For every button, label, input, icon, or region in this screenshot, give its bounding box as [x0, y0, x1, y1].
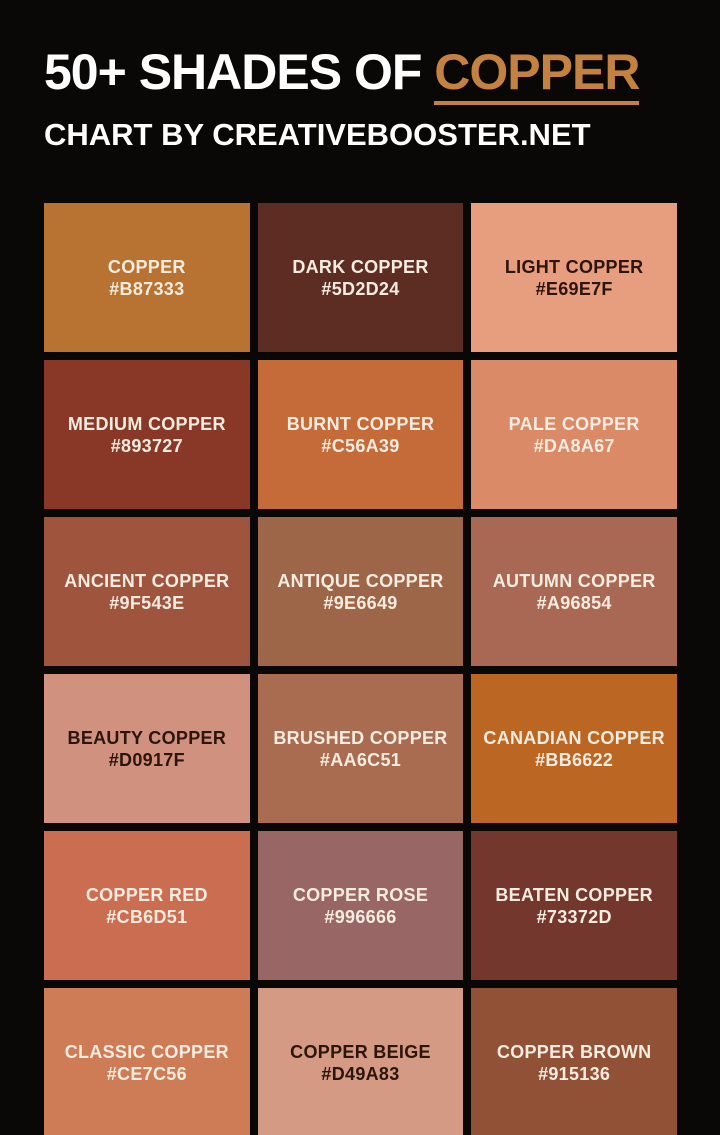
color-swatch	[471, 831, 677, 980]
color-hex: #73372D	[536, 906, 612, 927]
color-name: BRUSHED COPPER	[273, 727, 448, 748]
color-swatch	[471, 203, 677, 352]
color-swatch	[471, 674, 677, 823]
color-name: DARK COPPER	[292, 256, 429, 277]
color-hex: #B87333	[109, 278, 185, 299]
color-swatch	[44, 831, 250, 980]
color-name: BEAUTY COPPER	[67, 727, 227, 748]
color-name: LIGHT COPPER	[504, 256, 644, 277]
color-hex: #CB6D51	[106, 906, 188, 927]
color-hex: #D0917F	[108, 749, 185, 770]
color-name: BEATEN COPPER	[495, 884, 653, 905]
color-swatch	[258, 517, 464, 666]
color-hex: #DA8A67	[533, 435, 615, 456]
color-name: ANCIENT COPPER	[64, 570, 230, 591]
color-hex: #A96854	[536, 592, 612, 613]
title-highlight: COPPER	[434, 46, 639, 105]
color-name: AUTUMN COPPER	[492, 570, 656, 591]
color-name: COPPER BROWN	[496, 1041, 652, 1062]
color-swatch	[44, 517, 250, 666]
header	[44, 46, 690, 151]
color-name: CLASSIC COPPER	[64, 1041, 229, 1062]
color-swatch	[258, 988, 464, 1135]
color-hex: #D49A83	[321, 1063, 400, 1084]
color-name: BURNT COPPER	[286, 413, 435, 434]
color-hex: #893727	[110, 435, 183, 456]
color-swatch	[471, 360, 677, 509]
color-hex: #9F543E	[109, 592, 185, 613]
color-swatch	[44, 988, 250, 1135]
swatch-grid	[44, 203, 677, 1135]
color-name: PALE COPPER	[508, 413, 640, 434]
color-swatch	[471, 988, 677, 1135]
color-name: COPPER RED	[85, 884, 208, 905]
color-swatch	[471, 517, 677, 666]
color-swatch	[44, 674, 250, 823]
page-subtitle: CHART BY CREATIVEBOOSTER.NET	[44, 116, 591, 152]
color-swatch	[258, 360, 464, 509]
color-hex: #CE7C56	[106, 1063, 187, 1084]
color-swatch	[44, 203, 250, 352]
color-hex: #BB6622	[535, 749, 614, 770]
color-hex: #C56A39	[321, 435, 400, 456]
color-swatch	[258, 203, 464, 352]
color-swatch	[258, 674, 464, 823]
color-name: COPPER	[107, 256, 186, 277]
color-name: MEDIUM COPPER	[67, 413, 226, 434]
color-hex: #E69E7F	[535, 278, 613, 299]
color-name: ANTIQUE COPPER	[277, 570, 444, 591]
color-name: CANADIAN COPPER	[483, 727, 665, 748]
color-hex: #915136	[538, 1063, 611, 1084]
color-hex: #9E6649	[323, 592, 398, 613]
page-title	[44, 46, 690, 105]
color-hex: #996666	[324, 906, 397, 927]
color-hex: #5D2D24	[321, 278, 400, 299]
color-name: COPPER BEIGE	[290, 1041, 431, 1062]
color-swatch	[258, 831, 464, 980]
color-hex: #AA6C51	[319, 749, 402, 770]
color-swatch	[44, 360, 250, 509]
title-prefix: 50+ SHADES OF	[44, 44, 435, 100]
color-name: COPPER ROSE	[292, 884, 429, 905]
